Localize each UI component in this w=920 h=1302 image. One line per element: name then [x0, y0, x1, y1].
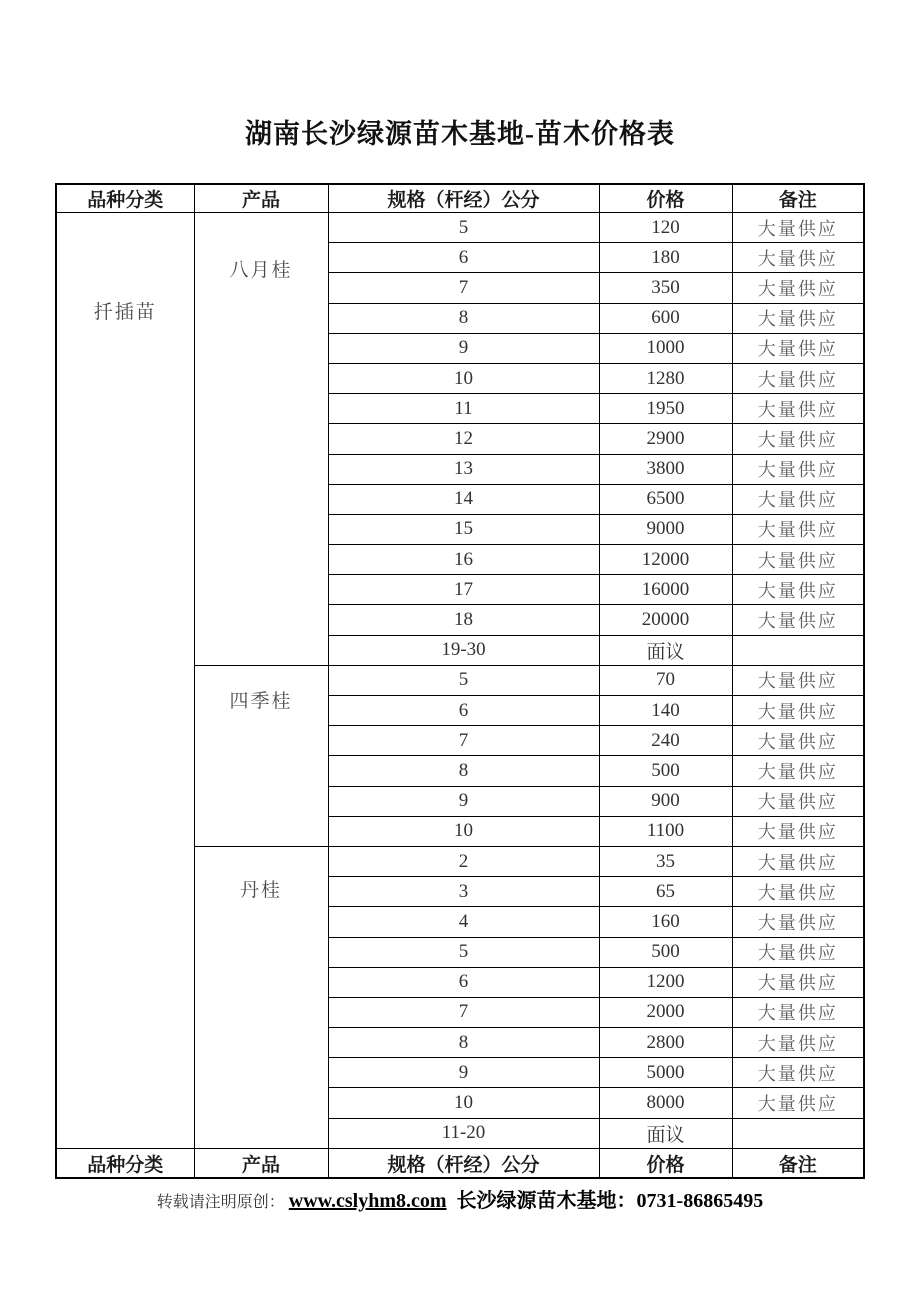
table-row	[56, 213, 864, 243]
spec-cell: 6	[328, 696, 599, 726]
price-cell: 1950	[599, 394, 732, 424]
footer-url-link[interactable]: www.cslyhm8.com	[288, 1190, 447, 1212]
price-cell: 500	[599, 937, 732, 967]
column-header: 价格	[599, 1148, 732, 1178]
column-header: 规格（杆经）公分	[328, 184, 599, 213]
spec-cell: 11	[328, 394, 599, 424]
price-cell: 500	[599, 756, 732, 786]
spec-cell: 7	[328, 273, 599, 303]
page-title: 湖南长沙绿源苗木基地-苗木价格表	[245, 119, 675, 149]
price-cell: 2900	[599, 424, 732, 454]
spec-cell: 3	[328, 877, 599, 907]
note-cell: 大量供应	[732, 756, 864, 786]
spec-cell: 14	[328, 484, 599, 514]
note-cell: 大量供应	[732, 243, 864, 273]
note-cell: 大量供应	[732, 726, 864, 756]
column-header: 备注	[732, 1148, 864, 1178]
spec-cell: 16	[328, 545, 599, 575]
note-cell: 大量供应	[732, 846, 864, 876]
price-cell: 5000	[599, 1058, 732, 1088]
price-cell: 8000	[599, 1088, 732, 1118]
price-cell: 140	[599, 696, 732, 726]
category-cell: 扦插苗	[56, 213, 194, 1149]
price-cell: 12000	[599, 545, 732, 575]
column-header: 品种分类	[56, 184, 194, 213]
price-cell: 600	[599, 303, 732, 333]
footer-prefix-text: 转载请注明原创：	[156, 1194, 285, 1211]
spec-cell: 10	[328, 816, 599, 846]
price-table	[55, 183, 865, 1179]
column-header: 品种分类	[56, 1148, 194, 1178]
spec-cell: 15	[328, 514, 599, 544]
table-body	[56, 213, 864, 1179]
note-cell: 大量供应	[732, 363, 864, 393]
note-cell: 大量供应	[732, 273, 864, 303]
price-cell: 9000	[599, 514, 732, 544]
price-cell: 1280	[599, 363, 732, 393]
column-header: 规格（杆经）公分	[328, 1148, 599, 1178]
product-cell: 丹桂	[194, 846, 328, 1148]
spec-cell: 5	[328, 937, 599, 967]
column-header: 备注	[732, 184, 864, 213]
spec-cell: 19-30	[328, 635, 599, 665]
spec-cell: 5	[328, 665, 599, 695]
spec-cell: 17	[328, 575, 599, 605]
note-cell: 大量供应	[732, 424, 864, 454]
spec-cell: 11-20	[328, 1118, 599, 1148]
spec-cell: 8	[328, 1028, 599, 1058]
price-cell: 240	[599, 726, 732, 756]
footer-contact-text: 长沙绿源苗木基地：0731-86865495	[456, 1190, 764, 1212]
table-header	[56, 184, 864, 213]
spec-cell: 10	[328, 363, 599, 393]
price-cell: 65	[599, 877, 732, 907]
note-cell: 大量供应	[732, 454, 864, 484]
note-cell: 大量供应	[732, 997, 864, 1027]
price-cell: 面议	[599, 635, 732, 665]
note-cell: 大量供应	[732, 967, 864, 997]
spec-cell: 7	[328, 726, 599, 756]
price-cell: 350	[599, 273, 732, 303]
note-cell: 大量供应	[732, 605, 864, 635]
price-cell: 1000	[599, 333, 732, 363]
spec-cell: 6	[328, 967, 599, 997]
price-cell: 35	[599, 846, 732, 876]
spec-cell: 10	[328, 1088, 599, 1118]
note-cell: 大量供应	[732, 696, 864, 726]
spec-cell: 7	[328, 997, 599, 1027]
note-cell: 大量供应	[732, 213, 864, 243]
price-cell: 2000	[599, 997, 732, 1027]
note-cell: 大量供应	[732, 665, 864, 695]
spec-cell: 4	[328, 907, 599, 937]
spec-cell: 12	[328, 424, 599, 454]
note-cell: 大量供应	[732, 575, 864, 605]
note-cell: 大量供应	[732, 333, 864, 363]
note-cell: 大量供应	[732, 394, 864, 424]
price-cell: 70	[599, 665, 732, 695]
note-cell: 大量供应	[732, 484, 864, 514]
price-cell: 1200	[599, 967, 732, 997]
note-cell	[732, 635, 864, 665]
price-cell: 900	[599, 786, 732, 816]
column-header: 产品	[194, 1148, 328, 1178]
note-cell: 大量供应	[732, 1028, 864, 1058]
price-cell: 3800	[599, 454, 732, 484]
note-cell: 大量供应	[732, 303, 864, 333]
spec-cell: 2	[328, 846, 599, 876]
header-row	[56, 184, 864, 213]
note-cell	[732, 1118, 864, 1148]
spec-cell: 5	[328, 213, 599, 243]
spec-cell: 8	[328, 303, 599, 333]
spec-cell: 8	[328, 756, 599, 786]
product-cell: 四季桂	[194, 665, 328, 846]
price-cell: 2800	[599, 1028, 732, 1058]
spec-cell: 9	[328, 1058, 599, 1088]
note-cell: 大量供应	[732, 816, 864, 846]
price-cell: 6500	[599, 484, 732, 514]
note-cell: 大量供应	[732, 786, 864, 816]
price-cell: 1100	[599, 816, 732, 846]
price-cell: 16000	[599, 575, 732, 605]
price-cell: 20000	[599, 605, 732, 635]
note-cell: 大量供应	[732, 514, 864, 544]
spec-cell: 9	[328, 786, 599, 816]
note-cell: 大量供应	[732, 545, 864, 575]
product-cell: 八月桂	[194, 213, 328, 666]
footer-header-row	[56, 1148, 864, 1178]
footer-note	[0, 1184, 920, 1213]
note-cell: 大量供应	[732, 1058, 864, 1088]
spec-cell: 9	[328, 333, 599, 363]
column-header: 产品	[194, 184, 328, 213]
spec-cell: 18	[328, 605, 599, 635]
price-cell: 120	[599, 213, 732, 243]
note-cell: 大量供应	[732, 877, 864, 907]
price-cell: 160	[599, 907, 732, 937]
column-header: 价格	[599, 184, 732, 213]
price-cell: 面议	[599, 1118, 732, 1148]
note-cell: 大量供应	[732, 937, 864, 967]
note-cell: 大量供应	[732, 907, 864, 937]
note-cell: 大量供应	[732, 1088, 864, 1118]
price-cell: 180	[599, 243, 732, 273]
spec-cell: 6	[328, 243, 599, 273]
spec-cell: 13	[328, 454, 599, 484]
